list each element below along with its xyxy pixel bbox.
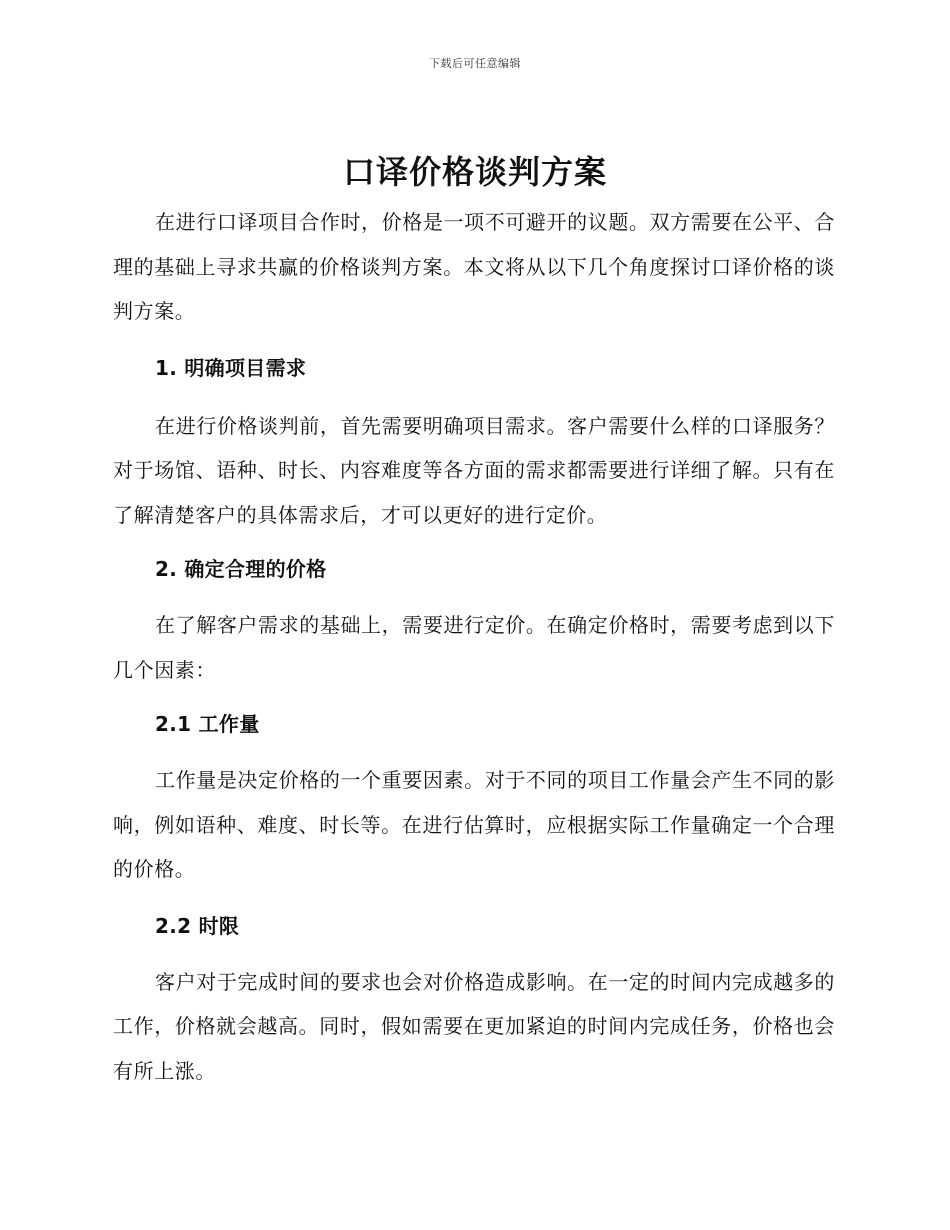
document-title: 口译价格谈判方案 <box>342 153 607 191</box>
intro-paragraph: 在进行口译项目合作时，价格是一项不可避开的议题。双方需要在公平、合理的基础上寻求共赢的价格谈判方案。本文将从以下几个角度探讨口译价格的谈判方案。 <box>113 210 835 323</box>
section-heading: 2. 确定合理的价格 <box>155 557 327 581</box>
document-body <box>113 200 835 1093</box>
section-paragraph: 在进行价格谈判前，首先需要明确项目需求。客户需要什么样的口译服务？对于场馆、语种、时长、内容难度等各方面的需求都需要进行详细了解。只有在了解清楚客户的具体需求后，才可以更好的进行定价。 <box>113 413 835 527</box>
section-paragraph: 在了解客户需求的基础上，需要进行定价。在确定价格时，需要考虑到以下几个因素： <box>113 613 835 682</box>
section-paragraph: 客户对于完成时间的要求也会对价格造成影响。在一定的时间内完成越多的工作，价格就会越高。同时，假如需要在更加紧迫的时间内完成任务，价格也会有所上涨。 <box>113 969 835 1083</box>
section-paragraph: 工作量是决定价格的一个重要因素。对于不同的项目工作量会产生不同的影响，例如语种、难度、时长等。在进行估算时，应根据实际工作量确定一个合理的价格。 <box>113 768 835 881</box>
subsection-heading: 2.1 工作量 <box>155 712 260 736</box>
subsection-heading: 2.2 时限 <box>155 913 240 938</box>
header-note: 下载后可任意编辑 <box>429 57 521 70</box>
section-heading: 1. 明确项目需求 <box>155 355 307 380</box>
